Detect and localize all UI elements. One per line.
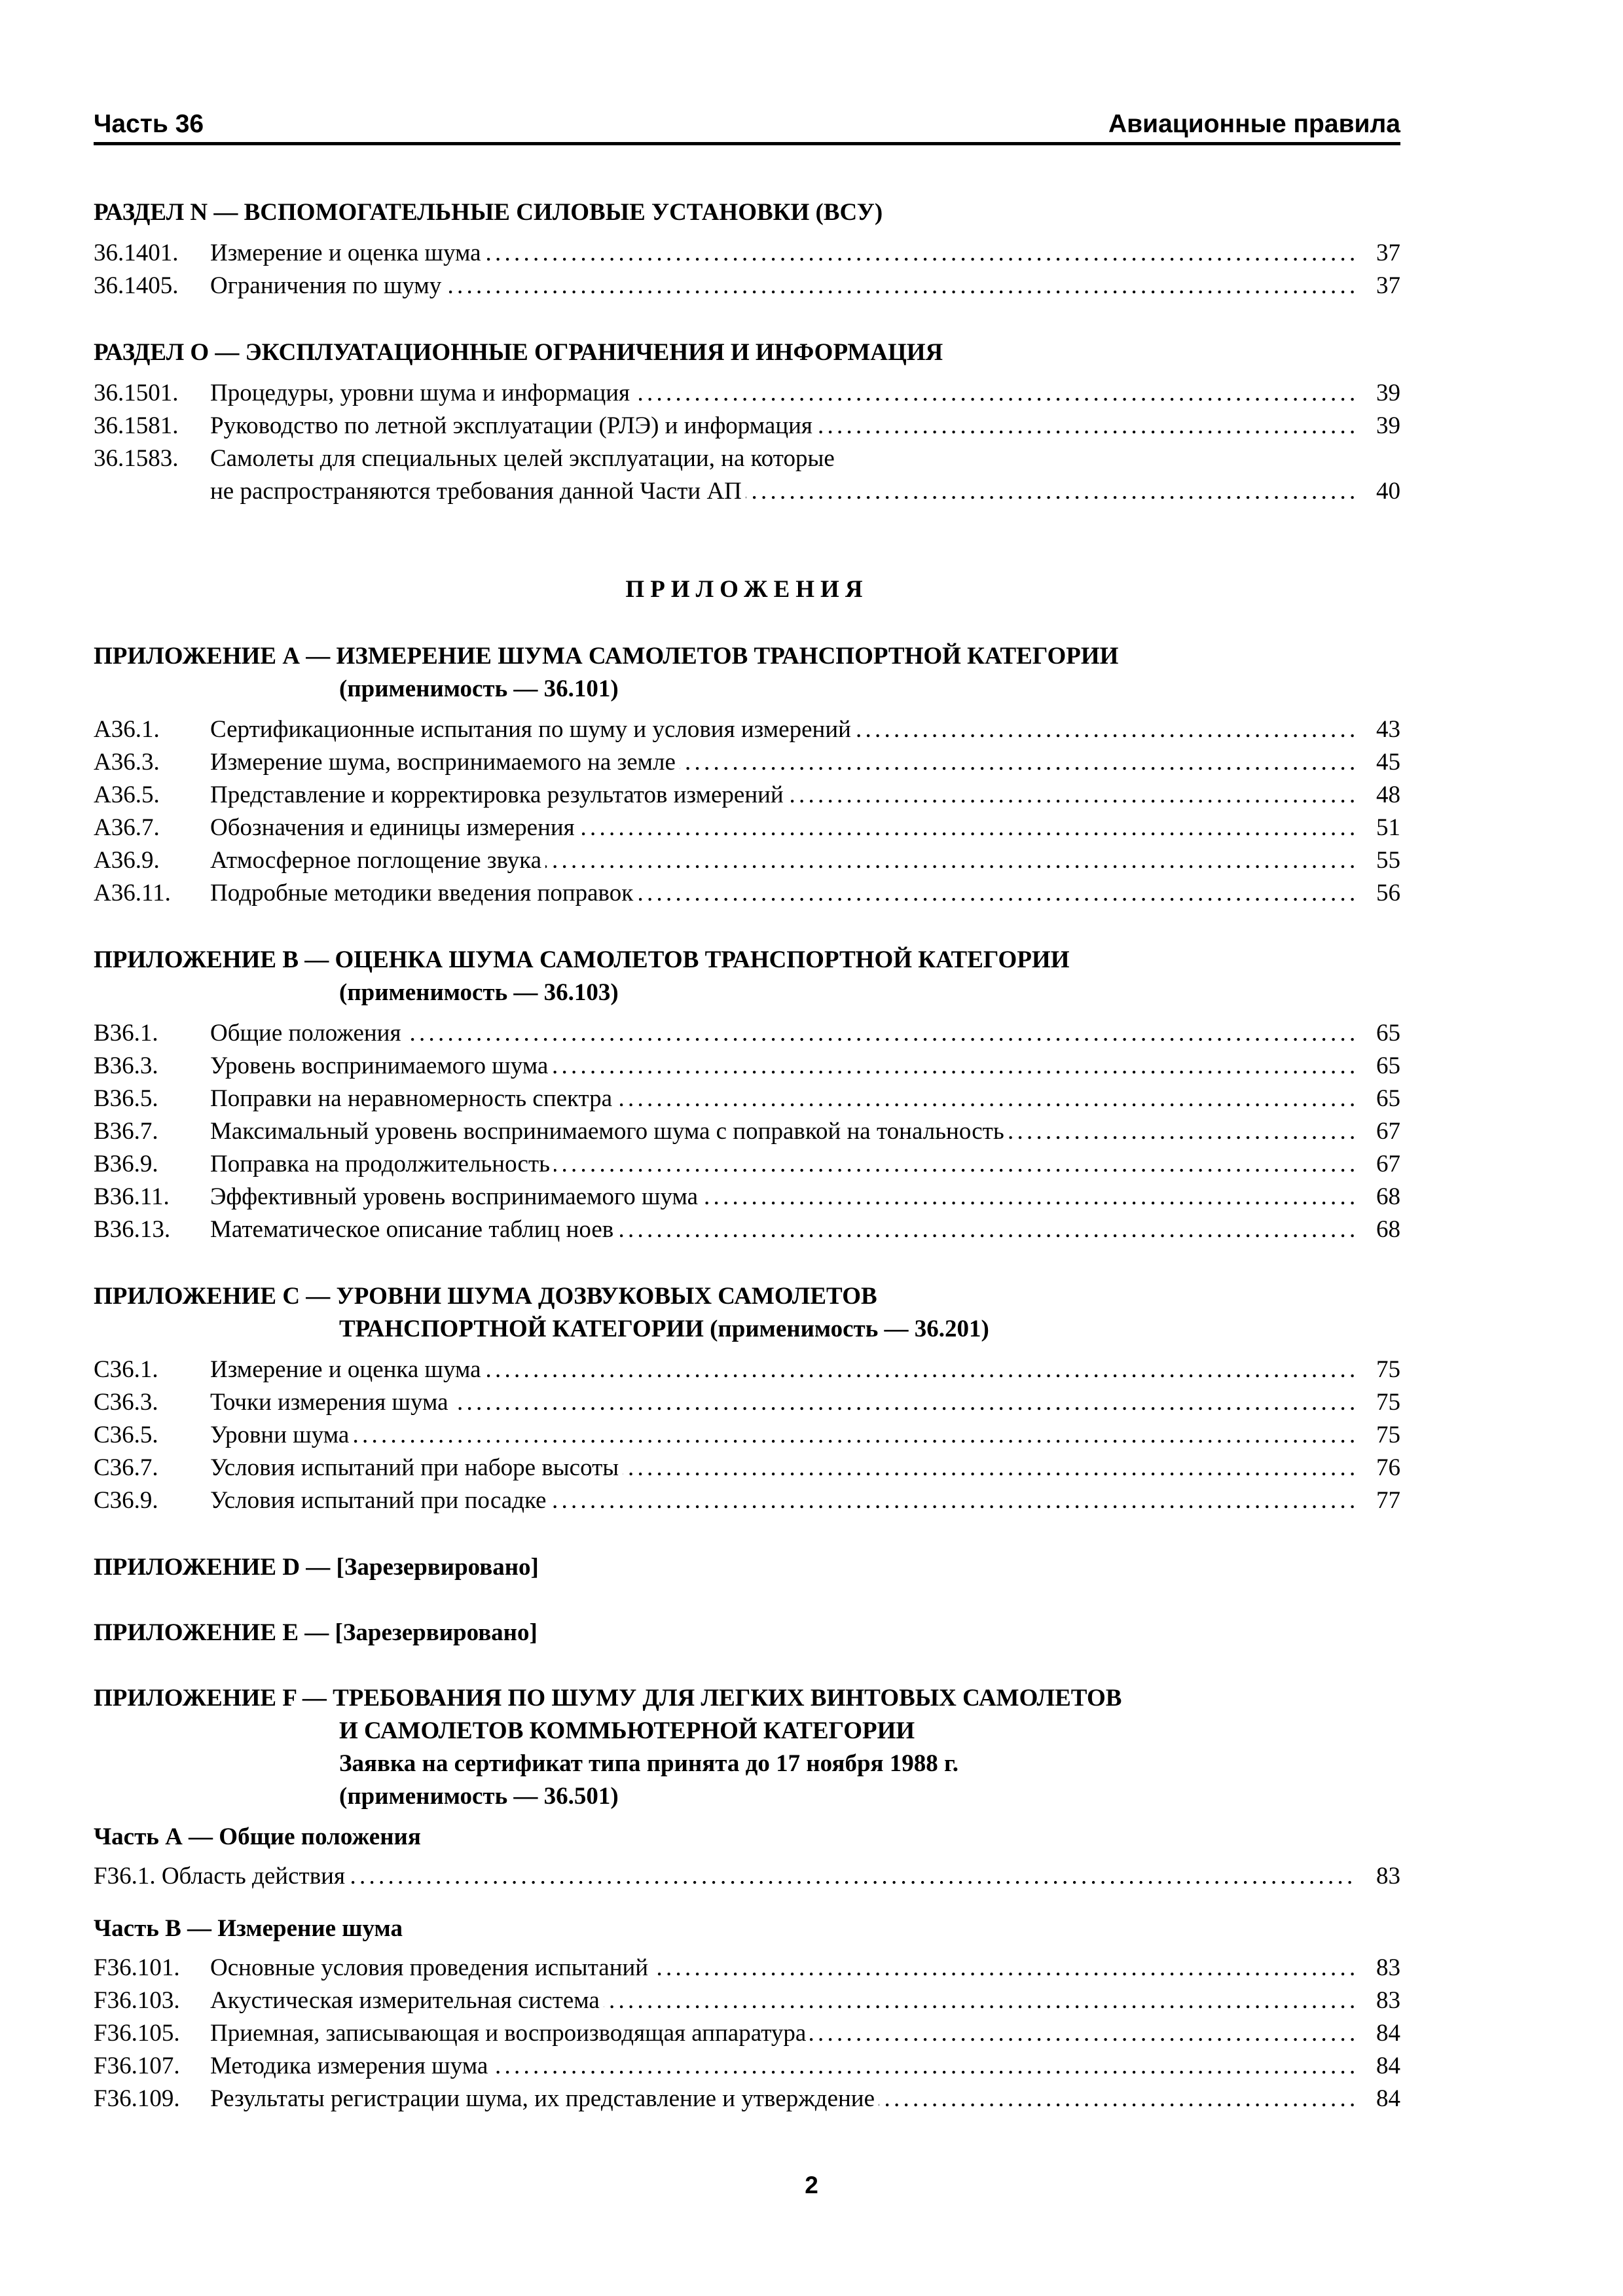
toc-entry-page: 83 [1376, 1863, 1400, 1890]
toc-entry[interactable] [94, 1984, 1400, 2017]
appendix-f-heading-line4: (применимость — 36.501) [339, 1783, 619, 1810]
appendix-c-heading [94, 1280, 989, 1346]
toc-entry-page: 51 [1376, 814, 1400, 841]
toc-entry-number: С36.9. [94, 1487, 158, 1514]
toc-entry-title-wrap [210, 1017, 1355, 1050]
toc-entry-title-wrap [210, 270, 1355, 302]
toc-entry-page: 75 [1376, 1389, 1400, 1416]
toc-entry[interactable] [94, 1386, 1400, 1419]
toc-entry[interactable] [94, 844, 1400, 877]
part-b-heading: Часть В — Измерение шума [94, 1915, 403, 1942]
toc-entry-title: Максимальный уровень воспринимаемого шума с поправкой на тональность [210, 1118, 1008, 1145]
toc-entry-title-wrap [210, 779, 1355, 812]
toc-entry[interactable] [94, 779, 1400, 812]
toc-entry-title: Общие положения [210, 1020, 405, 1047]
toc-entry[interactable] [94, 812, 1400, 844]
toc-entry-title-wrap [210, 1452, 1355, 1484]
toc-entry-title-wrap [210, 377, 1355, 410]
toc-entry-number: 36.1583. [94, 445, 179, 472]
toc-entry[interactable] [94, 1050, 1400, 1083]
toc-entry-page: 84 [1376, 2085, 1400, 2112]
toc-entry-number: F36.107. [94, 2053, 180, 2079]
toc-entry-title-line1: Самолеты для специальных целей эксплуатации, на которые [210, 445, 835, 472]
toc-entry-title-wrap [210, 2050, 1355, 2083]
toc-entry-number: С36.5. [94, 1422, 158, 1448]
part-a-heading: Часть А — Общие положения [94, 1823, 421, 1850]
toc-entry-title-wrap [210, 746, 1355, 779]
toc-entry-page: 75 [1376, 1422, 1400, 1448]
toc-entry[interactable] [94, 1452, 1400, 1484]
toc-entry-title-wrap [210, 1181, 1355, 1213]
toc-entry-title-wrap [210, 877, 1355, 910]
toc-entry-number: А36.9. [94, 847, 160, 874]
appendix-d-heading: ПРИЛОЖЕНИЕ D — [Зарезервировано] [94, 1554, 539, 1581]
toc-entry-page: 67 [1376, 1151, 1400, 1177]
toc-entry-page: 65 [1376, 1020, 1400, 1047]
toc-entry-title: не распространяются требования данной Части АП [210, 478, 746, 505]
toc-entry-page: 68 [1376, 1183, 1400, 1210]
toc-entry-number: F36.109. [94, 2085, 180, 2112]
appendix-c-heading-line2: ТРАНСПОРТНОЙ КАТЕГОРИИ (применимость — 36.201) [339, 1316, 989, 1342]
toc-entry[interactable] [94, 237, 1400, 270]
toc-entry[interactable] [94, 442, 1400, 508]
section-n-heading: РАЗДЕЛ N — ВСПОМОГАТЕЛЬНЫЕ СИЛОВЫЕ УСТАНОВКИ (ВСУ) [94, 199, 883, 226]
appendix-f-heading-line1: ПРИЛОЖЕНИЕ F — ТРЕБОВАНИЯ ПО ШУМУ ДЛЯ ЛЕГКИХ ВИНТОВЫХ САМОЛЕТОВ [94, 1685, 1122, 1712]
toc-entry-title-wrap [210, 1952, 1355, 1984]
toc-entry-title: Основные условия проведения испытаний [210, 1954, 652, 1981]
toc-entry-number: С36.3. [94, 1389, 158, 1416]
toc-entry-number: С36.1. [94, 1356, 158, 1383]
toc-entry-title-wrap [210, 1484, 1355, 1517]
toc-entry-title: Процедуры, уровни шума и информация [210, 380, 634, 406]
toc-entry[interactable] [94, 2017, 1400, 2050]
toc-entry-number: А36.5. [94, 781, 160, 808]
toc-entry-page: 68 [1376, 1216, 1400, 1243]
header-document-title: Авиационные правила [1108, 110, 1400, 138]
toc-entry-number: В36.5. [94, 1085, 158, 1112]
toc-entry-title-wrap [210, 1050, 1355, 1083]
toc-entry-title-wrap [210, 237, 1355, 270]
toc-entry-page: 39 [1376, 380, 1400, 406]
toc-entry[interactable] [94, 1115, 1400, 1148]
toc-entry-number: В36.3. [94, 1052, 158, 1079]
toc-entry[interactable] [94, 746, 1400, 779]
toc-entry-number: 36.1405. [94, 272, 179, 299]
toc-entry[interactable] [94, 2050, 1400, 2083]
toc-entry-number: В36.9. [94, 1151, 158, 1177]
section-o-heading: РАЗДЕЛ O — ЭКСПЛУАТАЦИОННЫЕ ОГРАНИЧЕНИЯ И ИНФОРМАЦИЯ [94, 339, 943, 366]
header-part-label: Часть 36 [94, 110, 204, 138]
toc-entry-title: Результаты регистрации шума, их представление и утверждение [210, 2085, 879, 2112]
toc-entry-title-wrap [210, 1083, 1355, 1115]
appendix-b-heading [94, 944, 1069, 1009]
page-number: 2 [805, 2172, 818, 2198]
toc-entry-title-wrap [210, 410, 1355, 442]
toc-entry-page: 65 [1376, 1085, 1400, 1112]
toc-entry-title: Условия испытаний при посадке [210, 1487, 550, 1514]
toc-entry-number: А36.1. [94, 716, 160, 743]
toc-entry-page: 45 [1376, 749, 1400, 776]
toc-entry[interactable] [94, 1354, 1400, 1386]
toc-entry-title: Поправки на неравномерность спектра [210, 1085, 616, 1112]
toc-entry-page: 65 [1376, 1052, 1400, 1079]
toc-entry-title-wrap [210, 1115, 1355, 1148]
toc-entry-title-wrap [210, 713, 1355, 746]
toc-entry-title: Уровни шума [210, 1422, 353, 1448]
toc-entry-page: 67 [1376, 1118, 1400, 1145]
toc-entry-page: 77 [1376, 1487, 1400, 1514]
toc-entry-title-wrap [210, 1148, 1355, 1181]
toc-entry-title: Акустическая измерительная система [210, 1987, 604, 2014]
toc-entry-title: Точки измерения шума [210, 1389, 452, 1416]
toc-entry-title: Подробные методики введения поправок [210, 880, 637, 906]
toc-entry-number: В36.7. [94, 1118, 158, 1145]
appendix-f-heading [94, 1682, 1122, 1813]
running-header [94, 110, 1400, 143]
toc-entry-page: 83 [1376, 1954, 1400, 1981]
toc-entry[interactable] [94, 877, 1400, 910]
toc-entry-title: Поправка на продолжительность [210, 1151, 554, 1177]
toc-entry-title-wrap [210, 475, 1355, 508]
toc-entry[interactable] [94, 1419, 1400, 1452]
appendix-a-heading-line2: (применимость — 36.101) [339, 675, 619, 702]
toc-entry-number: А36.7. [94, 814, 160, 841]
toc-entry[interactable] [94, 1017, 1400, 1050]
toc-entry[interactable] [94, 2083, 1400, 2115]
toc-entry-title-wrap [210, 1354, 1355, 1386]
toc-entry-number: 36.1581. [94, 412, 179, 439]
appendix-f-heading-line2: И САМОЛЕТОВ КОММЬЮТЕРНОЙ КАТЕГОРИИ [339, 1717, 915, 1744]
toc-entry-title: Измерение и оценка шума [210, 240, 485, 266]
appendix-b-heading-line1: ПРИЛОЖЕНИЕ В — ОЦЕНКА ШУМА САМОЛЕТОВ ТРАНСПОРТНОЙ КАТЕГОРИИ [94, 946, 1070, 973]
toc-entry-page: 56 [1376, 880, 1400, 906]
toc-entry[interactable] [94, 1860, 1400, 1893]
appendix-f-heading-line3: Заявка на сертификат типа принята до 17 ноября 1988 г. [339, 1750, 958, 1777]
toc-entry-title-wrap [94, 1860, 1355, 1893]
toc-entry-page: 37 [1376, 272, 1400, 299]
toc-entry-number: F36.101. [94, 1954, 180, 1981]
toc-entry-page: 76 [1376, 1454, 1400, 1481]
toc-entry-number: В36.1. [94, 1020, 158, 1047]
appendices-title: ПРИЛОЖЕНИЯ [625, 576, 869, 603]
appendix-c-heading-line1: ПРИЛОЖЕНИЕ С — УРОВНИ ШУМА ДОЗВУКОВЫХ САМОЛЕТОВ [94, 1283, 877, 1310]
toc-entry-title: Атмосферное поглощение звука [210, 847, 545, 874]
toc-entry-number: 36.1401. [94, 240, 179, 266]
toc-entry[interactable] [94, 270, 1400, 302]
toc-entry-page: 84 [1376, 2053, 1400, 2079]
toc-entry-title-wrap [210, 1213, 1355, 1246]
toc-entry-title: Руководство по летной эксплуатации (РЛЭ) и информация [210, 412, 816, 439]
toc-entry-title-wrap [210, 1386, 1355, 1419]
toc-entry[interactable] [94, 713, 1400, 746]
appendix-e-heading: ПРИЛОЖЕНИЕ E — [Зарезервировано] [94, 1619, 538, 1646]
toc-entry-title: Приемная, записывающая и воспроизводящая аппаратура [210, 2020, 810, 2047]
toc-entry-title: Измерение шума, воспринимаемого на земле [210, 749, 680, 776]
toc-entry-title: Уровень воспринимаемого шума [210, 1052, 552, 1079]
toc-entry-title-wrap [210, 1419, 1355, 1452]
toc-entry-number: В36.13. [94, 1216, 171, 1243]
toc-entry[interactable] [94, 1952, 1400, 1984]
toc-entry[interactable] [94, 1181, 1400, 1213]
toc-entry-title: Сертификационные испытания по шуму и условия измерений [210, 716, 855, 743]
toc-entry-number: А36.11. [94, 880, 171, 906]
toc-entry-page: 75 [1376, 1356, 1400, 1383]
toc-entry-number: F36.103. [94, 1987, 180, 2014]
appendix-a-heading [94, 640, 1118, 706]
toc-entry-title: Методика измерения шума [210, 2053, 492, 2079]
toc-entry-number: С36.7. [94, 1454, 158, 1481]
toc-entry[interactable] [94, 377, 1400, 410]
toc-entry-page: 39 [1376, 412, 1400, 439]
toc-entry-page: 40 [1376, 478, 1400, 505]
toc-entry-title: Эффективный уровень воспринимаемого шума [210, 1183, 702, 1210]
toc-entry-title: Условия испытаний при наборе высоты [210, 1454, 623, 1481]
toc-entry-number: В36.11. [94, 1183, 170, 1210]
toc-entry-title-wrap [210, 1984, 1355, 2017]
toc-entry-title: Представление и корректировка результатов измерений [210, 781, 788, 808]
toc-entry-title-wrap [210, 2083, 1355, 2115]
toc-entry-page: 37 [1376, 240, 1400, 266]
toc-entry[interactable] [94, 1213, 1400, 1246]
toc-entry[interactable] [94, 1484, 1400, 1517]
toc-entry-number: А36.3. [94, 749, 160, 776]
toc-entry[interactable] [94, 1148, 1400, 1181]
toc-entry-title-wrap [210, 812, 1355, 844]
toc-entry-page: 48 [1376, 781, 1400, 808]
toc-entry-page: 55 [1376, 847, 1400, 874]
toc-entry-title: Математическое описание таблиц ноев [210, 1216, 617, 1243]
appendix-b-heading-line2: (применимость — 36.103) [339, 979, 619, 1006]
toc-entry-title-wrap [210, 2017, 1355, 2050]
toc-entry-number: F36.105. [94, 2020, 180, 2047]
toc-entry-number: 36.1501. [94, 380, 179, 406]
header-divider [94, 142, 1400, 145]
toc-entry-title: F36.1. Область действия [94, 1863, 349, 1890]
toc-entry-page: 43 [1376, 716, 1400, 743]
toc-entry-page: 84 [1376, 2020, 1400, 2047]
toc-entry[interactable] [94, 1083, 1400, 1115]
appendix-a-heading-line1: ПРИЛОЖЕНИЕ А — ИЗМЕРЕНИЕ ШУМА САМОЛЕТОВ ТРАНСПОРТНОЙ КАТЕГОРИИ [94, 643, 1119, 670]
toc-entry-title: Обозначения и единицы измерения [210, 814, 579, 841]
toc-entry-title: Ограничения по шуму [210, 272, 445, 299]
toc-entry-title: Измерение и оценка шума [210, 1356, 485, 1383]
toc-entry-page: 83 [1376, 1987, 1400, 2014]
toc-entry[interactable] [94, 410, 1400, 442]
toc-entry-title-wrap [210, 844, 1355, 877]
